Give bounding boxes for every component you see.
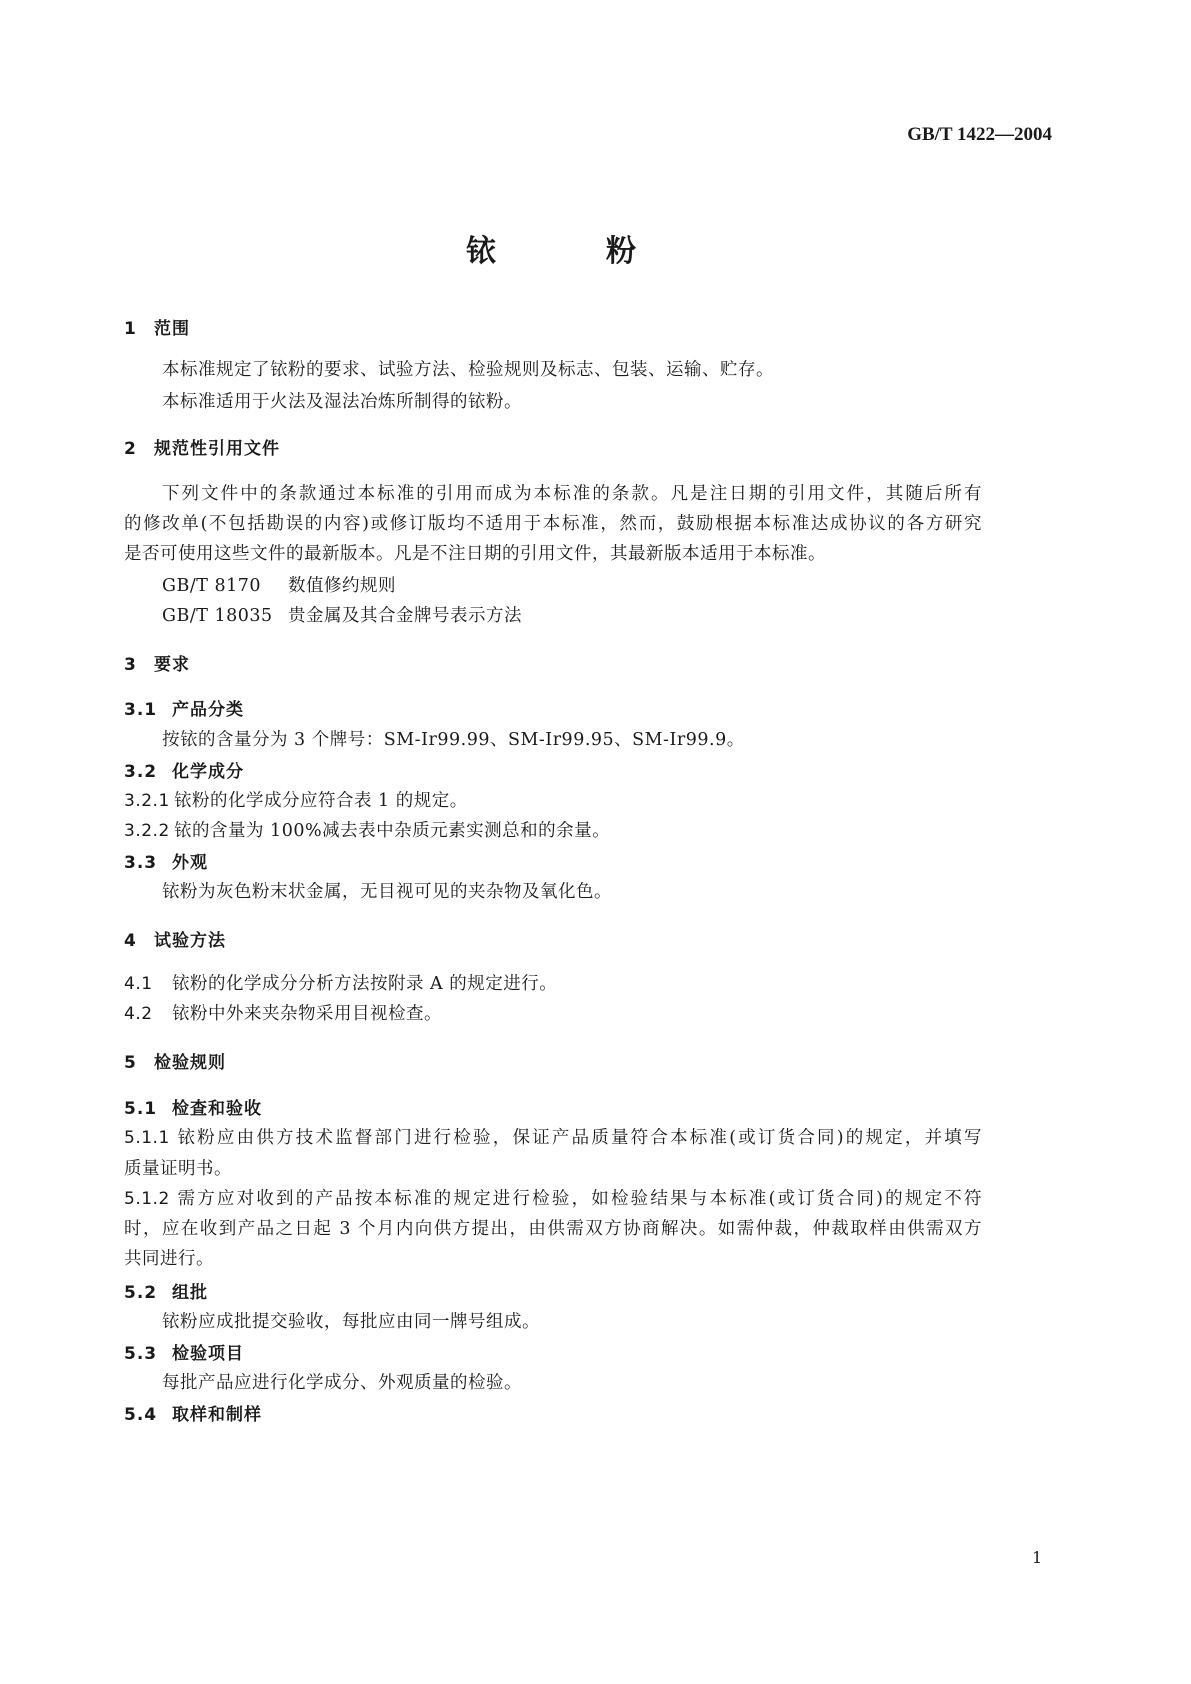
section-title: 检验规则: [154, 1053, 226, 1073]
reference-name: 贵金属及其合金牌号表示方法: [288, 606, 522, 626]
clause-number: 5.1.2: [124, 1189, 170, 1209]
subsection-3-3-heading: [124, 848, 208, 873]
subsection-5-3-heading: [124, 1339, 244, 1364]
section-5-heading: [124, 1048, 226, 1073]
standard-code: GB/T 1422—2004: [907, 124, 1052, 145]
subsection-number: 5.1: [124, 1099, 158, 1119]
clause-3-2-2: [124, 817, 610, 842]
section-1-heading: [124, 314, 190, 339]
clause-5-1-1-line: [124, 1124, 982, 1149]
paragraph: 本标准适用于火法及湿法冶炼所制得的铱粉。: [162, 392, 522, 412]
clause-text: 铱粉的化学成分分析方法按附录 A 的规定进行。: [172, 974, 558, 994]
subsection-number: 3.2: [124, 762, 158, 782]
section-number: 2: [124, 439, 137, 459]
subsection-title: 检验项目: [172, 1344, 244, 1364]
paragraph-line: 时，应在收到产品之日起 3 个月内向供方提出，由供需双方协商解决。如需仲裁，仲裁取样由供需双方: [124, 1219, 982, 1239]
document-title-char-1: 铱: [466, 234, 496, 269]
paragraph: 铱粉为灰色粉末状金属，无目视可见的夹杂物及氧化色。: [162, 882, 612, 902]
clause-text: 需方应对收到的产品按本标准的规定进行检验，如检验结果与本标准(或订货合同)的规定不符: [177, 1189, 982, 1209]
clause-number: 4.2: [124, 1004, 153, 1024]
section-title: 规范性引用文件: [154, 439, 280, 459]
clause-4-2: [124, 1000, 442, 1025]
paragraph: 本标准规定了铱粉的要求、试验方法、检验规则及标志、包装、运输、贮存。: [162, 360, 774, 380]
clause-4-1: [124, 970, 557, 995]
paragraph-line: 下列文件中的条款通过本标准的引用而成为本标准的条款。凡是注日期的引用文件，其随后所有: [162, 484, 982, 504]
clause-number: 5.1.1: [124, 1128, 170, 1148]
section-4-heading: [124, 926, 226, 951]
section-title: 要求: [154, 655, 190, 675]
subsection-number: 3.3: [124, 853, 158, 873]
reference-code: GB/T 18035: [162, 606, 273, 626]
subsection-5-1-heading: [124, 1094, 262, 1119]
subsection-title: 取样和制样: [172, 1405, 262, 1425]
paragraph-line: 质量证明书。: [124, 1159, 232, 1179]
subsection-title: 化学成分: [172, 762, 244, 782]
reference-code: GB/T 8170: [162, 576, 262, 596]
subsection-number: 3.1: [124, 700, 158, 720]
document-title-char-2: 粉: [606, 234, 636, 269]
section-title: 范围: [154, 319, 190, 339]
subsection-number: 5.4: [124, 1405, 158, 1425]
section-3-heading: [124, 650, 190, 675]
subsection-number: 5.3: [124, 1344, 158, 1364]
subsection-5-4-heading: [124, 1400, 262, 1425]
clause-text: 铱粉中外来夹杂物采用目视检查。: [172, 1004, 442, 1024]
clause-text: 铱粉应由供方技术监督部门进行检验，保证产品质量符合本标准(或订货合同)的规定，并填写: [177, 1128, 982, 1148]
reference-name: 数值修约规则: [288, 576, 396, 596]
clause-text: 铱的含量为 100%减去表中杂质元素实测总和的余量。: [174, 821, 611, 841]
reference-item: [162, 572, 396, 597]
paragraph: 按铱的含量分为 3 个牌号：SM-Ir99.99、SM-Ir99.95、SM-Ir99.9。: [162, 730, 745, 750]
section-number: 1: [124, 319, 137, 339]
subsection-5-2-heading: [124, 1278, 208, 1303]
subsection-title: 外观: [172, 853, 208, 873]
section-2-heading: [124, 434, 280, 459]
clause-5-1-2-line: [124, 1185, 982, 1210]
reference-item: [162, 602, 522, 627]
section-title: 试验方法: [154, 931, 226, 951]
paragraph: 每批产品应进行化学成分、外观质量的检验。: [162, 1373, 522, 1393]
subsection-3-2-heading: [124, 757, 244, 782]
section-number: 3: [124, 655, 137, 675]
paragraph-line: 共同进行。: [124, 1249, 214, 1269]
subsection-title: 组批: [172, 1283, 208, 1303]
section-number: 5: [124, 1053, 137, 1073]
clause-number: 3.2.1: [124, 791, 170, 811]
paragraph-line: 的修改单(不包括勘误的内容)或修订版均不适用于本标准，然而，鼓励根据本标准达成协议的各方研究: [124, 514, 982, 534]
clause-number: 4.1: [124, 974, 153, 994]
clause-3-2-1: [124, 787, 468, 812]
paragraph: 铱粉应成批提交验收，每批应由同一牌号组成。: [162, 1312, 540, 1332]
subsection-title: 产品分类: [172, 700, 244, 720]
paragraph-line: 是否可使用这些文件的最新版本。凡是不注日期的引用文件，其最新版本适用于本标准。: [124, 544, 826, 564]
section-number: 4: [124, 931, 137, 951]
clause-number: 3.2.2: [124, 821, 170, 841]
subsection-number: 5.2: [124, 1283, 158, 1303]
subsection-title: 检查和验收: [172, 1099, 262, 1119]
subsection-3-1-heading: [124, 695, 244, 720]
clause-text: 铱粉的化学成分应符合表 1 的规定。: [174, 791, 468, 811]
page-number: 1: [1032, 1548, 1043, 1567]
